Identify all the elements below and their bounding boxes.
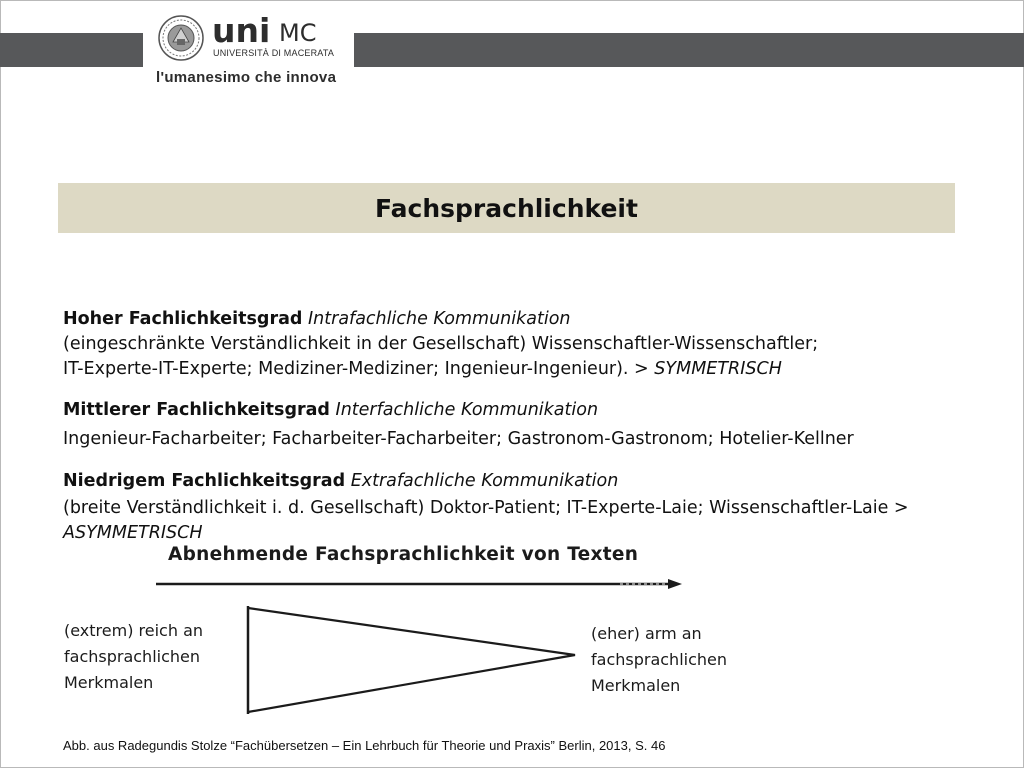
block-heading-italic: Extrafachliche Kommunikation <box>350 471 619 491</box>
block-heading: Niedrigem Fachlichkeitsgrad <box>63 471 346 491</box>
block-low-degree <box>63 469 973 546</box>
block-line: (breite Verständlichkeit i. d. Gesellschaft) Doktor-Patient; IT-Experte-Laie; Wissenschaftler-Laie > <box>63 498 909 518</box>
block-heading-line <box>63 398 973 423</box>
block-high-degree <box>63 307 973 382</box>
block-medium-degree <box>63 398 973 452</box>
block-heading-italic: Intrafachliche Kommunikation <box>308 309 571 329</box>
university-logo <box>152 11 342 89</box>
block-line-text: IT-Experte-IT-Experte; Mediziner-Mediziner; Ingenieur-Ingenieur). > <box>63 359 655 379</box>
figure-left-label-line: Merkmalen <box>64 673 154 692</box>
block-line <box>63 357 973 382</box>
title-band <box>58 183 955 233</box>
figure-left-label <box>64 618 203 696</box>
block-line-italic: ASYMMETRISCH <box>63 523 203 543</box>
figure-left-label-line: (extrem) reich an <box>64 621 204 640</box>
brand-name-mc: MC <box>279 19 317 47</box>
block-heading-italic: Interfachliche Kommunikation <box>335 400 599 420</box>
figure-left-label-line: fachsprachlichen <box>64 647 200 666</box>
university-seal-icon <box>158 15 204 61</box>
figure-heading: Abnehmende Fachsprachlichkeit von Texten <box>168 544 639 565</box>
block-heading-line <box>63 307 973 332</box>
figure-diagram <box>60 540 780 725</box>
figure-right-label <box>591 621 727 699</box>
block-line: (eingeschränkte Verständlichkeit in der Gesellschaft) Wissenschaftler-Wissenschaftler; <box>63 334 819 354</box>
block-line: Ingenieur-Facharbeiter; Facharbeiter-Facharbeiter; Gastronom-Gastronom; Hotelier-Kellner <box>63 429 854 449</box>
slogan: l'umanesimo che innova <box>156 69 337 86</box>
figure-right-label-line: (eher) arm an <box>591 624 702 643</box>
block-line-italic: SYMMETRISCH <box>654 359 782 379</box>
block-heading: Hoher Fachlichkeitsgrad <box>63 309 303 329</box>
brand-name-uni: uni <box>212 11 271 50</box>
header-bar-left <box>0 33 143 67</box>
wedge-sides <box>248 608 575 712</box>
figure-right-label-line: fachsprachlichen <box>591 650 727 669</box>
right-arrow-icon <box>668 579 682 589</box>
slide-title: Fachsprachlichkeit <box>375 193 638 223</box>
header-bar-right <box>354 33 1024 67</box>
block-heading: Mittlerer Fachlichkeitsgrad <box>63 400 330 420</box>
figure-caption: Abb. aus Radegundis Stolze “Fachübersetzen – Ein Lehrbuch für Theorie und Praxis” Berlin, 2013, S. 46 <box>63 738 666 753</box>
block-heading-line <box>63 469 973 494</box>
figure-right-label-line: Merkmalen <box>591 676 681 695</box>
brand-subtitle: UNIVERSITÀ DI MACERATA <box>213 48 335 58</box>
